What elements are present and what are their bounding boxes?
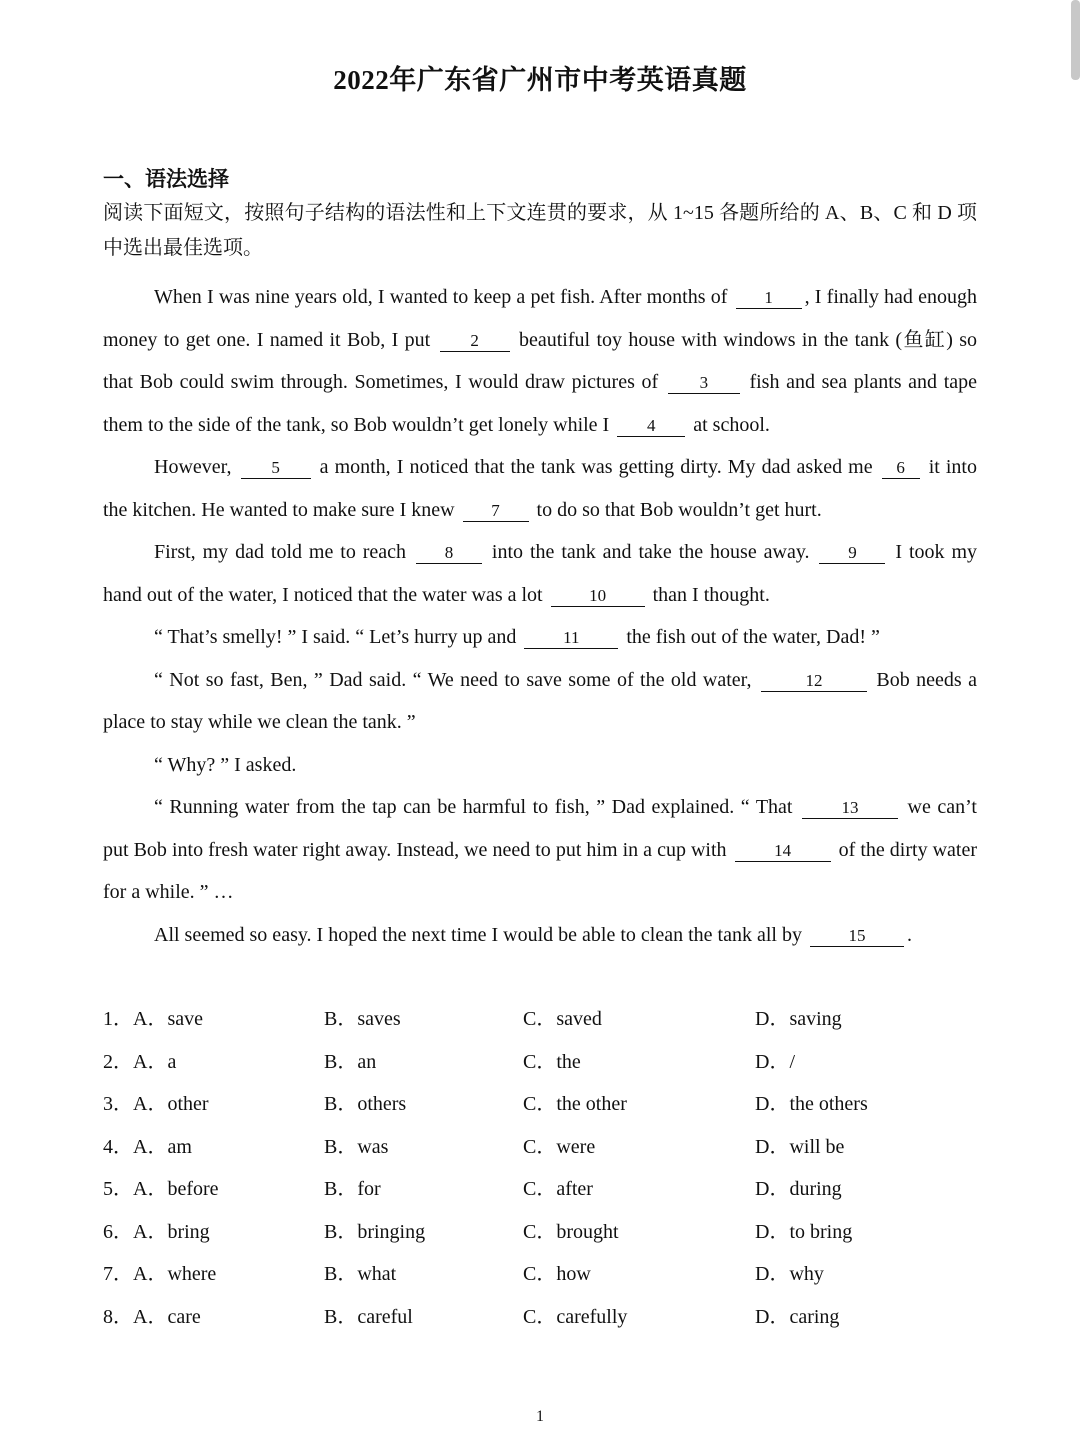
option-c: C．were [523,1135,596,1158]
option-a: 1．A．save [103,1008,203,1030]
paragraph-7 [103,786,977,914]
paragraph-2 [103,446,977,531]
passage-text: Bob needs a place to stay while we clean the tank. ” [103,668,978,733]
option-b: B．saves [324,1008,401,1030]
option-d: D．the others [755,1093,868,1115]
option-c: C．the [523,1050,581,1073]
option-d: D．/ [755,1050,795,1073]
paragraph-3 [103,531,977,616]
option-b: B．was [324,1135,389,1158]
option-c: C．after [523,1178,593,1200]
passage-text: it into the kitchen. He wanted to make sure I knew [103,456,977,521]
blank-4: 4 [617,417,685,437]
option-d: D．during [755,1178,842,1200]
blank-11: 11 [524,629,618,649]
option-c: C．how [523,1263,591,1285]
question-row [103,1211,983,1254]
option-a: 6．A．bring [103,1220,210,1243]
blank-7: 7 [463,502,529,522]
blank-8: 8 [416,544,482,564]
option-d: D．will be [755,1135,845,1158]
question-row [103,1296,983,1339]
blank-5: 5 [241,459,311,479]
passage-text: , I finally had enough money to get one. I named it Bob, I put [103,286,978,351]
option-d: D．why [755,1263,824,1285]
answer-options [103,998,983,1338]
option-d: D．to bring [755,1220,853,1243]
option-d: D．caring [755,1305,840,1328]
option-c: C．carefully [523,1305,628,1328]
passage-text: to do so that Bob wouldn’t get hurt. [536,498,822,521]
option-b: B．bringing [324,1220,426,1243]
passage-text: of the dirty water for a while. ” … [103,838,978,903]
blank-3: 3 [668,374,740,394]
question-row [103,1126,983,1169]
passage-text: at school. [693,413,770,436]
blank-15: 15 [810,927,904,947]
passage-text: First, my dad told me to reach [154,541,407,563]
blank-13: 13 [802,799,898,819]
option-d: D．saving [755,1008,842,1030]
question-row [103,1083,983,1126]
question-row [103,1253,983,1296]
option-b: B．careful [324,1305,413,1328]
option-b: B．what [324,1263,397,1285]
blank-9: 9 [819,544,885,564]
blank-12: 12 [761,672,867,692]
option-c: C．brought [523,1220,619,1243]
passage-text: into the tank and take the house away. [491,541,810,563]
passage [103,276,977,956]
passage-text: “ That’s smelly! ” I said. “ Let’s hurry up and [154,626,517,648]
option-a: 2．A．a [103,1050,177,1073]
option-a: 5．A．before [103,1178,219,1200]
paragraph-8 [103,914,977,957]
option-c: C．the other [523,1093,627,1115]
passage-text: we can’t put Bob into fresh water right away. Instead, we need to put him in a cup with [103,796,977,861]
option-a: 3．A．other [103,1093,209,1115]
passage-text: . [906,923,912,946]
option-b: B．others [324,1093,407,1115]
option-b: B．for [324,1178,381,1200]
question-row [103,1168,983,1211]
passage-text: “ Why? ” I asked. [154,753,297,776]
question-row [103,998,983,1041]
blank-2: 2 [440,332,510,352]
paragraph-6 [103,744,977,787]
passage-text: “ Not so fast, Ben, ” Dad said. “ We need to save some of the old water, [154,668,752,691]
blank-6: 6 [882,459,920,479]
passage-text: When I was nine years old, I wanted to keep a pet fish. After months of [154,286,728,308]
blank-14: 14 [735,842,831,862]
paragraph-1 [103,276,977,446]
passage-text: However, [154,456,232,478]
blank-10: 10 [551,587,645,607]
question-row [103,1041,983,1084]
passage-text: than I thought. [652,583,770,606]
section-heading: 一、语法选择 [103,167,229,191]
paragraph-4 [103,616,977,659]
passage-text: All seemed so easy. I hoped the next time I would be able to clean the tank all by [154,923,802,946]
passage-text: “ Running water from the tap can be harmful to fish, ” Dad explained. “ That [154,796,793,818]
passage-text: I took my hand out of the water, I noticed that the water was a lot [103,541,978,606]
passage-text: beautiful toy house with windows in the tank (鱼缸) so that Bob could swim through. Sometimes, I would draw pictures of [103,328,978,393]
option-a: 7．A．where [103,1263,217,1285]
passage-text: fish and sea plants and tape them to the side of the tank, so Bob wouldn’t get lonely while I [103,371,978,436]
option-a: 4．A．am [103,1135,192,1158]
option-c: C．saved [523,1008,602,1030]
page-title: 2022年广东省广州市中考英语真题 [333,65,747,95]
passage-text: the fish out of the water, Dad! ” [626,626,880,648]
passage-text: a month, I noticed that the tank was getting dirty. My dad asked me [319,456,873,478]
blank-1: 1 [736,289,802,309]
page-number: 1 [536,1408,544,1425]
option-b: B．an [324,1050,377,1073]
section-instructions: 阅读下面短文，按照句子结构的语法性和上下文连贯的要求，从 1~15 各题所给的 A、B、C 和 D 项中选出最佳选项。 [103,202,977,259]
paragraph-5 [103,659,977,744]
option-a: 8．A．care [103,1305,201,1328]
